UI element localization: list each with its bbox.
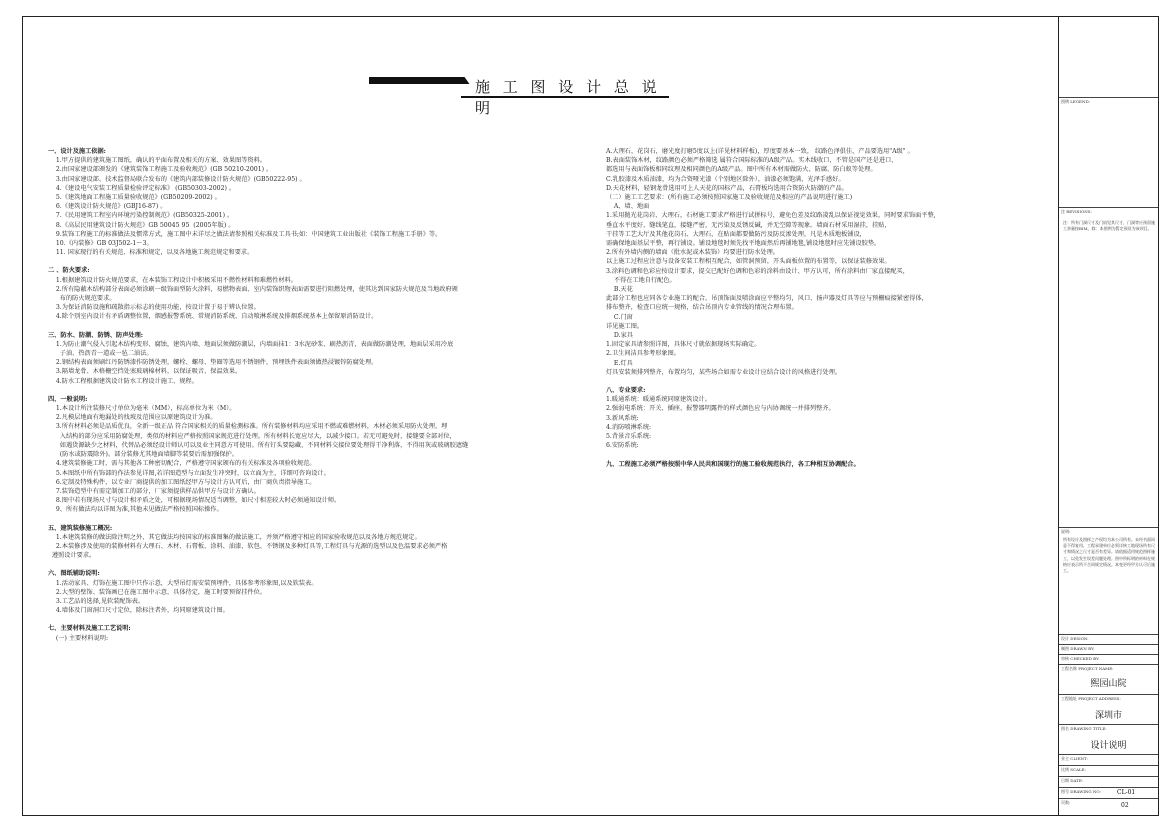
section-heading: 七、主要材料及施工工艺说明: [48, 625, 131, 633]
note-line: 1.甲方提供的建筑施工图纸，确认的平面布置及相关的方案、效果图等资料。 [48, 157, 266, 165]
note-line: 1.固定家具请参照详图，具体尺寸就依据现场实际确定。 [606, 341, 761, 349]
note-line: B.表面装饰木材，纹路颜色必须严格筛选 属符合国际标准的A级产品。实木线收口，不管是国产还是进口， [606, 157, 898, 165]
note-line: C.乳胶漆及木质油漆，均为合资哑光漆（个别地区除外），油漆必须饱满，光泽手感好。 [606, 175, 845, 183]
note-line: （二）施工工艺要求：(所有施工必须按照国家施工及验收规范及相应的产品说明进行施工) [606, 194, 853, 202]
note-line: 1.本设计所注装修尺寸单位为毫米（MM），标高单位为米（M）。 [48, 405, 236, 413]
title-bar-thick-line [369, 77, 449, 84]
right-notes-column [606, 147, 1046, 469]
section-heading: 二 、防火要求: [48, 267, 90, 275]
revisions-cell [1059, 207, 1158, 527]
legend-label: 图例 LEGEND: [1061, 99, 1091, 104]
date-cell [1059, 776, 1158, 787]
note-line: 需确保地面基层平整，再行铺设。铺设地毯时须先找平地面然后再铺地毯,铺设地毯时应先铺设胶垫。 [606, 240, 881, 248]
note-line: E.灯具 [606, 359, 633, 367]
note-line: 详见施工图。 [606, 322, 644, 330]
section-heading: 四、一般说明: [48, 395, 88, 403]
drawing-sheet [22, 16, 1159, 816]
note-line: 5.《建筑地面工程施工质量验收规范》(GB50209-2002) 。 [48, 194, 221, 202]
date-label: 日期 DATE: [1061, 778, 1084, 783]
revisions-note: 注：所有门洞尺寸及门扇见其尺寸，门洞等应预留施工余量按BIM。除：本图例为暂定预设为该项目。 [1063, 220, 1155, 232]
note-line: 1.采用抛光花岗岩、大理石，石材施工要求严格进行试拼标号，避免色差及纹路凌乱以保证视觉效果，同时要求饰面平整, [606, 212, 936, 220]
legend-cell [1059, 97, 1158, 207]
notes-label: 说明: [1061, 529, 1071, 534]
note-line: D.家具 [606, 332, 633, 340]
project-cell [1059, 664, 1158, 694]
scale-label: 比例 SCALE: [1061, 767, 1086, 772]
note-line: 遵照设计要求。 [48, 552, 96, 560]
design-cell [1059, 634, 1158, 644]
address-label: 工程地址 PROJECT ADDRESS: [1061, 696, 1121, 701]
note-line: 2.大型的壁饰、装饰画已在施工图中示意，具体待定，施工时要预留挂件位。 [48, 588, 266, 596]
note-line: 6.定制及特殊构件，以专业厂商提供的加工图纸经甲方与设计方认可后，由厂商负责指导施工。 [48, 478, 316, 486]
note-line: 8.《高层民用建筑设计防火规范》GB 50045 95 (2005年版) 。 [48, 221, 235, 229]
note-line: 4.墙体及门窗洞口尺寸定位，除标注者外，均同原建筑设计图。 [48, 607, 229, 615]
drawing-title-cell [1059, 724, 1158, 754]
note-line: A、墙、地面 [606, 203, 650, 211]
left-notes-column [48, 147, 588, 643]
note-line: 4.除个别室内设计有矛盾调整位置，烟感报警系统、常规消防系统、自动喷淋系统及排烟系统基本上保留原消防设计。 [48, 313, 378, 321]
notes-text: 所有设计及图样之产权均为本公司所有。未经书面同意不得复用。工程承建单位必须详核工地现场所有尺寸和情况之尺寸是否有差异。请依据适用规范图样施工，以免发生误差问题处理。图中所标明的材料在规格应表示所不合同规定情况。本变更经甲方认可后施工。 [1063, 537, 1155, 574]
note-line: C.门窗 [606, 313, 633, 321]
note-line: 3.隔墙龙骨、木格栅空挡处塞玻璃棉材料，以保证吸音、保温效果。 [48, 368, 242, 376]
note-line: 4.消防喷淋系统: [606, 423, 652, 431]
note-line: 入结构的部分应采用防腐处理，类似的材料应严格按照国家规范进行处理。所有材料长宽应尽大，以减少接口。若无可避免时，接缝要全部对位， [48, 432, 456, 440]
scale-cell [1059, 765, 1158, 776]
check-cell [1059, 654, 1158, 664]
note-line: 5.背景音乐系统: [606, 433, 652, 441]
section-heading: 六、图纸辅助说明: [48, 570, 100, 578]
note-line: 8.图中若有现场尺寸与设计相矛盾之处，可根据现场情况适当调整，如尺寸相差较大时必须通知设计师。 [48, 497, 341, 505]
section-heading: 一、设计及施工依据: [48, 148, 106, 155]
note-line: 9.装饰工程施工的标准做法及惯常方式，施工图中未详尽之做法请参照相关标准及工具书;如：中国建筑工业出版社《装饰工程施工手册》等。 [48, 230, 442, 238]
drawing-title: 设计说明 [1090, 741, 1127, 751]
client-cell [1059, 754, 1158, 765]
note-line: 垂直水平度好，缝线笔直，接缝严密，无污染及反锈反碱，并无空隙等现象。墙面石材采用湿挂，挂贴， [606, 221, 891, 229]
paragraph-gap [48, 386, 588, 395]
notes-cell [1059, 527, 1158, 634]
note-line: 此部分工程也应同各专业施工的配合，吊顶饰面及喷涂面应平整均匀，风口、扬声器及灯具等应与预栅痕接紧密得体， [606, 295, 928, 303]
note-line: 4.防水工程根据建筑设计防水工程设计施工、规程。 [48, 377, 198, 385]
note-line: 3.所有材料必须是品质优良，全新一级正品 符合国家相关的质量检测标准。所有装修材料均应采用不燃或难燃材料，木材必须采用防火处理，埋 [48, 423, 448, 431]
note-line: 2.卫生间洁具参考形象图。 [606, 350, 680, 358]
page-cell [1059, 798, 1158, 815]
section-heading: 三、防水、防潮、防锈、防声处理: [48, 331, 144, 339]
section-heading: 八、专业要求: [606, 387, 646, 395]
note-line: 1.暖通系统：暖通系统同原建筑设计。 [606, 396, 711, 404]
project-label: 工程名称 PROJECT NAME: [1061, 666, 1114, 671]
drawing-no-label: 图号 DRAWING NO: [1061, 789, 1102, 794]
note-line: 9、所有做法均以详图为准,其他未见做法严格按照国标操作。 [48, 506, 223, 514]
paragraph-gap [48, 560, 588, 569]
note-line: 6.《建筑设计防火规范》(GBJ16-87) 。 [48, 203, 167, 211]
title-block [1058, 17, 1158, 815]
note-line: (防水或防震除外)。部分装修尤其地面墙脚等装要后需加强保护。 [48, 451, 238, 459]
design-label: 设计 DESIGN: [1061, 636, 1089, 641]
document-title: 施 工 图 设 计 总 说 明 [475, 78, 661, 117]
note-line: 2.由国家建设部颁发的《建筑装饰工程施工及验收规范》(GB 50210-2001) 。 [48, 166, 273, 174]
note-line: 7.《民用建筑工程室内环境污染控制规范》(GB50325-2001) 。 [48, 212, 234, 220]
paragraph-gap [48, 515, 588, 524]
note-line: 11. 国家现行的有关规范、标准和规定，以及各地施工规范规定和要求。 [48, 249, 254, 257]
paragraph-gap [606, 451, 1046, 460]
note-line: 5.本图纸中所有饰部的作法参见详图,若详图造型与立面发生冲突时，以立面为主，详细可咨询设计。 [48, 469, 330, 477]
note-line: 1.本建筑装修的做法除注明之外，其它做法均按国家的标准图集的做法施工，并须严格遵守相应的国家验收规范以及各地方规范规定。 [48, 533, 421, 541]
note-line: A.大理石，花岗石，磨光度打磨5度以上(详见材料样板)，厚度要基本一致， 纹路色泽俱佳，产品要选用"A级" 。 [606, 148, 914, 155]
main-drawing-area [23, 17, 1058, 815]
note-line: 都选用与表面饰板相同纹理及相同颜色的A级产品。图中所有木材需做防火、防腐、防白蚁等处理。 [606, 166, 877, 174]
note-line: 以上施工过程应注意与设备安装工程相互配合，如管洞预留，开头面板位置的布置等，以保证装修效果。 [606, 258, 891, 266]
note-line: 灯具安装须排列整齐，布置均匀，某些场合如需专业设计应结合设计的风格进行处理。 [606, 368, 842, 376]
address-cell [1059, 694, 1158, 724]
note-line: 如遇货源缺少之材料，代替品必须经设计师认可以及业主同意方可使用。所有钉头要隐藏，不同材料交接位要处理得干净利落，不得用灰或玻璃胶遮缝 [48, 441, 469, 449]
paragraph-gap [48, 257, 588, 266]
paragraph-gap [606, 377, 1046, 386]
note-line: 2.凡模层地面有地漏处的找坡及范围应以原建筑设计为准。 [48, 414, 217, 422]
check-label: 审核 CHECKED BY: [1061, 656, 1100, 661]
paragraph-gap [48, 322, 588, 331]
note-line: 3.涂料色调和色彩应按设计要求，提交已配好色调和色彩的涂料由设计、甲方认可，所有涂料由厂家直接配买， [606, 267, 909, 275]
drawing-title-label: 图名 DRAWING TITLE: [1061, 726, 1107, 731]
note-line: 布的防火规范要求。 [48, 295, 116, 303]
note-line: 3.为保证消防设施和疏散指示标志的使用功能，按设计置于易于辨认位置。 [48, 304, 260, 312]
note-line: 6.安防系统: [606, 442, 639, 450]
page-label: 页数: [1061, 800, 1071, 805]
note-line: 3.由国家建设部、技术监督局联合发布的《建筑内部装修设计防火规范》(GB50222-95) 。 [48, 175, 306, 183]
note-line: 2.所有隐蔽木结构部分表面必须涂刷一级饰面型防火涂料，易燃物表面、室内装饰织物表面需要进行阻燃处理，使其达到国家防火规范及当地政府颁 [48, 285, 458, 293]
note-line: 不得在工地自行配色。 [606, 276, 676, 284]
note-line: 1.为防止潮气侵入引起木结构变形、腐蚀，建筑内墙、地面层须做防潮层，内墙面抹1：3水泥砂浆、刷热沥青，表面做防潮处理，地面层采用冷底 [48, 340, 454, 348]
drawn-cell [1059, 644, 1158, 654]
note-line: 子油、热沥青一道或一毡二油法。 [48, 350, 153, 358]
note-line: 3.工艺品的选择,见软装配饰表。 [48, 597, 145, 605]
note-line: 1.活动家具、灯饰在施工图中只作示意，大型吊灯需安装预埋件，具体参考形象图,以及软装表。 [48, 579, 318, 587]
drawing-no: CL-01 [1117, 789, 1136, 796]
section-heading: 五、建筑装修施工概况: [48, 524, 113, 532]
project-address: 深圳市 [1094, 711, 1122, 721]
note-line: (一) 主要材料说明: [48, 634, 109, 642]
note-line: D.天花材料，轻钢龙骨选用可上人天花的国标产品，石膏板均选用合资防火防潮的产品。 [606, 184, 848, 192]
page-number: 02 [1121, 802, 1129, 809]
drawing-no-cell [1059, 787, 1158, 798]
note-line: 4.《建设电气安装工程质量检验评定标准》 (GB50303-2002) 。 [48, 184, 236, 192]
note-line: 2.强弱电系统：开关、插座、报警器明露件的样式颜色应与内协调统一并排列整齐。 [606, 405, 835, 413]
section-heading: 九、工程施工必须严格按照中华人民共和国现行的施工验收规范执行，各工种相互协调配合。 [606, 460, 860, 468]
project-name: 熙园山院 [1090, 679, 1127, 689]
note-line: 干挂等工艺大厅及其他花岗石、大理石，在贴面都要做防污及防反渗处理，凡是木质地板铺设， [606, 230, 866, 238]
note-line: 2.钢结构表面须刷红丹防锈漆作防锈处理，螺栓、螺母、垫圈等选用不锈钢件，预埋铁件表面须做热浸镀锌防腐处理。 [48, 359, 378, 367]
note-line: 10.《内装修》GB 03J502-1～3。 [48, 240, 153, 248]
title-bar-diagonal [443, 77, 470, 84]
paragraph-gap [48, 615, 588, 624]
drawn-label: 制图 DRAWN BY: [1061, 646, 1095, 651]
note-line: B.天花 [606, 286, 633, 294]
note-line: 7.装饰造型中有需定制加工的部分，厂家须提供样品供甲方与设计方确认。 [48, 487, 260, 495]
note-line: 2.本装修涉及使用的装修材料有大理石、木材、石膏板、涂料、油漆、软包、不锈钢及多种灯具等,工程灯具与光源的选型以及色温要求必须严格 [48, 542, 448, 550]
document-title-bar [369, 60, 669, 117]
note-line: 3.新风系统: [606, 414, 639, 422]
note-line: 4.建筑装修施工时，需与其他各工种密切配合，严格遵守国家颁布的有关标准及各项验收规范。 [48, 460, 316, 468]
revisions-label: 注 REVISIONS: [1061, 209, 1092, 214]
note-line: 排布整齐，检查口应统一规格，结合吊顶内专业管线的情况合理布置。 [606, 304, 798, 312]
client-label: 业主 CLIENT: [1061, 756, 1088, 761]
note-line: 1.根据建筑设计防火规范要求，在本装饰工程设计中积极采用不燃性材料和难燃性材料。 [48, 276, 297, 284]
note-line: 2.所有外墙内侧的墙面（批水泥或木装饰）均要进行防水处理。 [606, 249, 779, 257]
